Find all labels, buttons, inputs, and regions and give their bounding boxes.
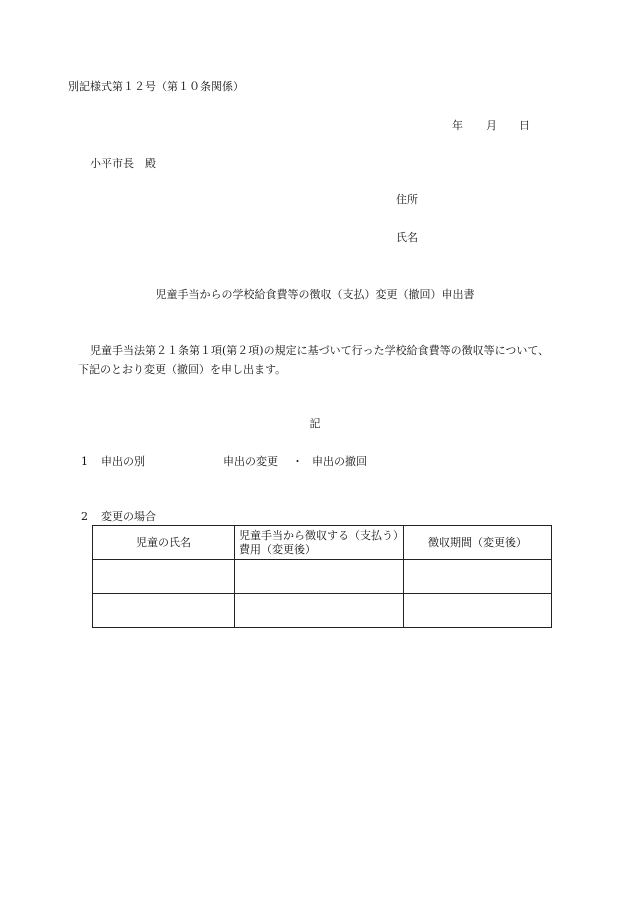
header-cost-line-1: 児童手当から徴収する（支払う）	[239, 528, 404, 542]
body-paragraph	[78, 341, 558, 379]
cell-child-name[interactable]	[93, 560, 235, 594]
item2-label: 変更の場合	[101, 510, 156, 523]
address-label: 住所	[396, 193, 418, 206]
cell-cost[interactable]	[235, 560, 404, 594]
body-line-2: 下記のとおり変更（撤回）を申し出ます。	[78, 363, 287, 376]
header-cost-line-2: 費用（変更後）	[239, 542, 316, 556]
option-withdraw: 申出の撤回	[312, 455, 367, 468]
option-separator: ・	[292, 455, 303, 468]
body-line-1: 児童手当法第２１条第１項(第２項)の規定に基づいて行った学校給食費等の徴収等について、	[90, 344, 550, 357]
cell-cost[interactable]	[235, 594, 404, 628]
header-period: 徴収期間（変更後）	[404, 526, 552, 560]
cell-period[interactable]	[404, 594, 552, 628]
item1-number: 1	[81, 455, 88, 468]
date-day-label: 日	[519, 119, 530, 132]
form-label: 別記様式第１２号（第１０条関係）	[68, 80, 244, 93]
option-change: 申出の変更	[223, 455, 278, 468]
header-cost	[235, 526, 404, 560]
cell-period[interactable]	[404, 560, 552, 594]
table-row	[93, 560, 552, 594]
change-table	[92, 525, 552, 628]
item1-label: 申出の別	[101, 455, 145, 468]
addressee: 小平市長 殿	[90, 157, 156, 170]
document-title: 児童手当からの学校給食費等の徴収（支払）変更（撤回）申出書	[155, 288, 475, 301]
name-label: 氏名	[396, 231, 418, 244]
date-year-label: 年	[452, 119, 463, 132]
cell-child-name[interactable]	[93, 594, 235, 628]
date-month-label: 月	[486, 119, 497, 132]
item2-number: 2	[81, 510, 88, 523]
table-header-row	[93, 526, 552, 560]
note-heading: 記	[309, 417, 321, 430]
header-child-name: 児童の氏名	[93, 526, 235, 560]
table-row	[93, 594, 552, 628]
